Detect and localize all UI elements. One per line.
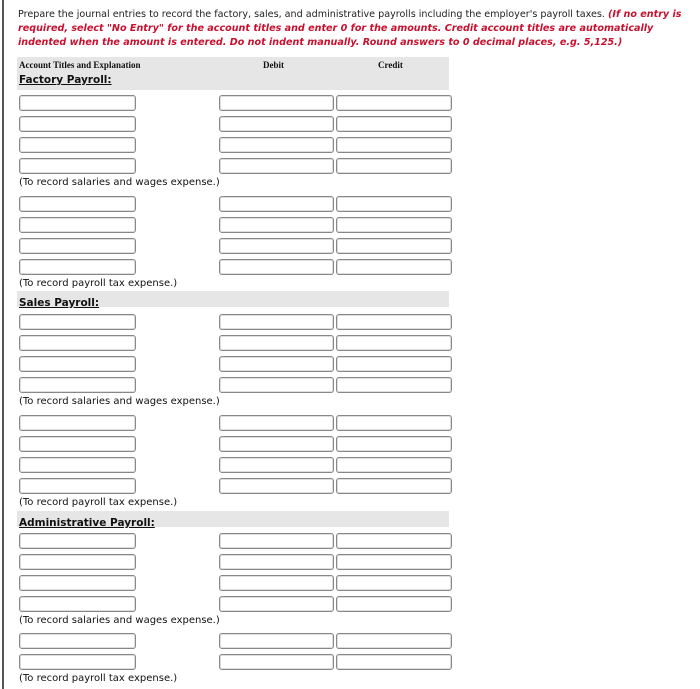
account-title-select[interactable] [19,158,136,174]
credit-input[interactable] [336,436,452,452]
credit-input[interactable] [336,158,452,174]
account-title-select[interactable] [19,335,136,351]
account-title-select[interactable] [19,314,136,330]
credit-input[interactable] [336,217,452,233]
credit-input[interactable] [336,633,452,649]
account-title-select[interactable] [19,356,136,372]
credit-input[interactable] [336,457,452,473]
credit-input[interactable] [336,238,452,254]
account-title-select[interactable] [19,95,136,111]
account-title-select[interactable] [19,377,136,393]
credit-input[interactable] [336,259,452,275]
debit-input[interactable] [219,158,334,174]
section-title: Administrative Payroll: [19,517,155,529]
debit-input[interactable] [219,217,334,233]
debit-input[interactable] [219,116,334,132]
credit-input[interactable] [336,335,452,351]
debit-input[interactable] [219,196,334,212]
debit-input[interactable] [219,377,334,393]
credit-input[interactable] [336,314,452,330]
account-title-select[interactable] [19,457,136,473]
instructions-requirement: (If no entry is required, select "No Entry" for the account titles and enter 0 for the amounts. Credit account titles are automatically indented when the amount is entered. Do not indent manually. Round answers to 0 decimal places, e.g. 5,125.) [18,9,682,48]
account-title-select[interactable] [19,259,136,275]
credit-input[interactable] [336,575,452,591]
debit-input[interactable] [219,259,334,275]
debit-input[interactable] [219,654,334,670]
debit-input[interactable] [219,415,334,431]
credit-input[interactable] [336,654,452,670]
debit-input[interactable] [219,314,334,330]
credit-input[interactable] [336,95,452,111]
account-title-select[interactable] [19,137,136,153]
account-title-select[interactable] [19,575,136,591]
credit-input[interactable] [336,196,452,212]
debit-input[interactable] [219,335,334,351]
entry-explanation: (To record payroll tax expense.) [19,673,178,684]
credit-input[interactable] [336,377,452,393]
debit-input[interactable] [219,633,334,649]
debit-input[interactable] [219,356,334,372]
credit-input[interactable] [336,533,452,549]
section-title: Sales Payroll: [19,297,100,309]
account-title-select[interactable] [19,596,136,612]
account-title-select[interactable] [19,415,136,431]
account-title-select[interactable] [19,554,136,570]
credit-input[interactable] [336,116,452,132]
account-title-select[interactable] [19,217,136,233]
debit-input[interactable] [219,137,334,153]
entry-explanation: (To record payroll tax expense.) [19,497,178,508]
credit-input[interactable] [336,596,452,612]
column-header-account: Account Titles and Explanation [19,60,141,70]
account-title-select[interactable] [19,238,136,254]
credit-input[interactable] [336,554,452,570]
debit-input[interactable] [219,533,334,549]
debit-input[interactable] [219,478,334,494]
account-title-select[interactable] [19,533,136,549]
account-title-select[interactable] [19,196,136,212]
credit-input[interactable] [336,478,452,494]
account-title-select[interactable] [19,633,136,649]
entry-explanation: (To record salaries and wages expense.) [19,615,220,626]
account-title-select[interactable] [19,116,136,132]
credit-input[interactable] [336,415,452,431]
debit-input[interactable] [219,457,334,473]
instructions-text: Prepare the journal entries to record the factory, sales, and administrative payrolls including the employer's payroll taxes. [18,9,605,20]
account-title-select[interactable] [19,654,136,670]
entry-explanation: (To record payroll tax expense.) [19,278,178,289]
instructions [18,8,694,50]
account-title-select[interactable] [19,436,136,452]
entry-explanation: (To record salaries and wages expense.) [19,177,220,188]
credit-input[interactable] [336,137,452,153]
credit-input[interactable] [336,356,452,372]
entry-explanation: (To record salaries and wages expense.) [19,396,220,407]
debit-input[interactable] [219,554,334,570]
debit-input[interactable] [219,238,334,254]
debit-input[interactable] [219,575,334,591]
account-title-select[interactable] [19,478,136,494]
debit-input[interactable] [219,436,334,452]
column-header-credit: Credit [378,60,403,70]
section-title: Factory Payroll: [19,74,112,86]
debit-input[interactable] [219,596,334,612]
debit-input[interactable] [219,95,334,111]
page-border [2,0,4,689]
column-header-debit: Debit [263,60,284,70]
